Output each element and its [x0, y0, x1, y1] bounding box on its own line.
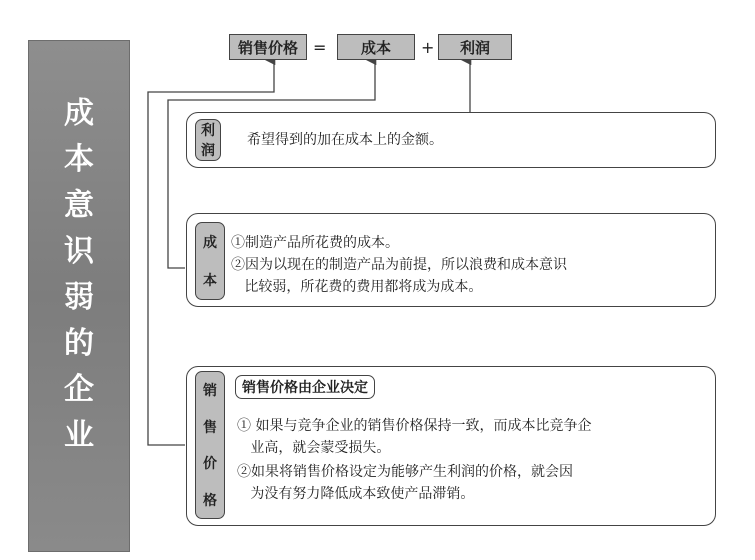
- formula-profit-label: 利润: [459, 38, 490, 57]
- tag-char: 润: [201, 143, 215, 159]
- profit-card: [186, 112, 716, 168]
- sidebar-char: 业: [64, 418, 94, 453]
- tag-char: 本: [203, 273, 217, 289]
- formula-cost-label: 成本: [360, 38, 391, 57]
- formula-profit-box: [438, 34, 512, 60]
- sidebar-char: 意: [64, 188, 94, 223]
- formula-equals: =: [313, 38, 327, 57]
- sidebar-char: 成: [64, 96, 94, 131]
- formula-plus: +: [421, 38, 435, 57]
- cost-card-tag: [195, 222, 225, 300]
- sidebar-char: 的: [64, 326, 94, 361]
- price-card-tag: [195, 371, 225, 519]
- formula-cost-box: [337, 34, 415, 60]
- cost-card-line: ②因为以现在的制造产品为前提，所以浪费和成本意识: [231, 257, 567, 273]
- sidebar-char: 企: [64, 372, 94, 407]
- profit-card-tag: [195, 119, 221, 161]
- price-card-line: ① 如果与竞争企业的销售价格保持一致，而成本比竞争企: [237, 418, 592, 434]
- tag-char: 售: [203, 419, 217, 436]
- price-card: [186, 366, 716, 526]
- price-card-line: 为没有努力降低成本致使产品滞销。: [237, 486, 475, 502]
- profit-card-text: 希望得到的加在成本上的金额。: [247, 132, 443, 148]
- tag-char: 销: [203, 383, 217, 400]
- tag-char: 格: [203, 492, 217, 509]
- price-card-line: ②如果将销售价格设定为能够产生利润的价格，就会因: [237, 464, 573, 480]
- cost-card-line: ①制造产品所花费的成本。: [231, 235, 399, 251]
- sidebar-char: 弱: [64, 280, 94, 315]
- sidebar-char: 本: [64, 142, 94, 177]
- cost-card: [186, 213, 716, 307]
- tag-char: 利: [201, 123, 215, 139]
- formula-price-box: [229, 34, 307, 60]
- cost-card-line: 比较弱，所花费的费用都将成为成本。: [231, 279, 483, 295]
- price-card-line: 业高，就会蒙受损失。: [237, 440, 391, 456]
- sidebar-char: 识: [64, 234, 94, 269]
- formula-price-label: 销售价格: [237, 38, 298, 57]
- price-card-subhead: 销售价格由企业决定: [235, 375, 375, 399]
- tag-char: 价: [203, 456, 217, 473]
- tag-char: 成: [203, 235, 217, 251]
